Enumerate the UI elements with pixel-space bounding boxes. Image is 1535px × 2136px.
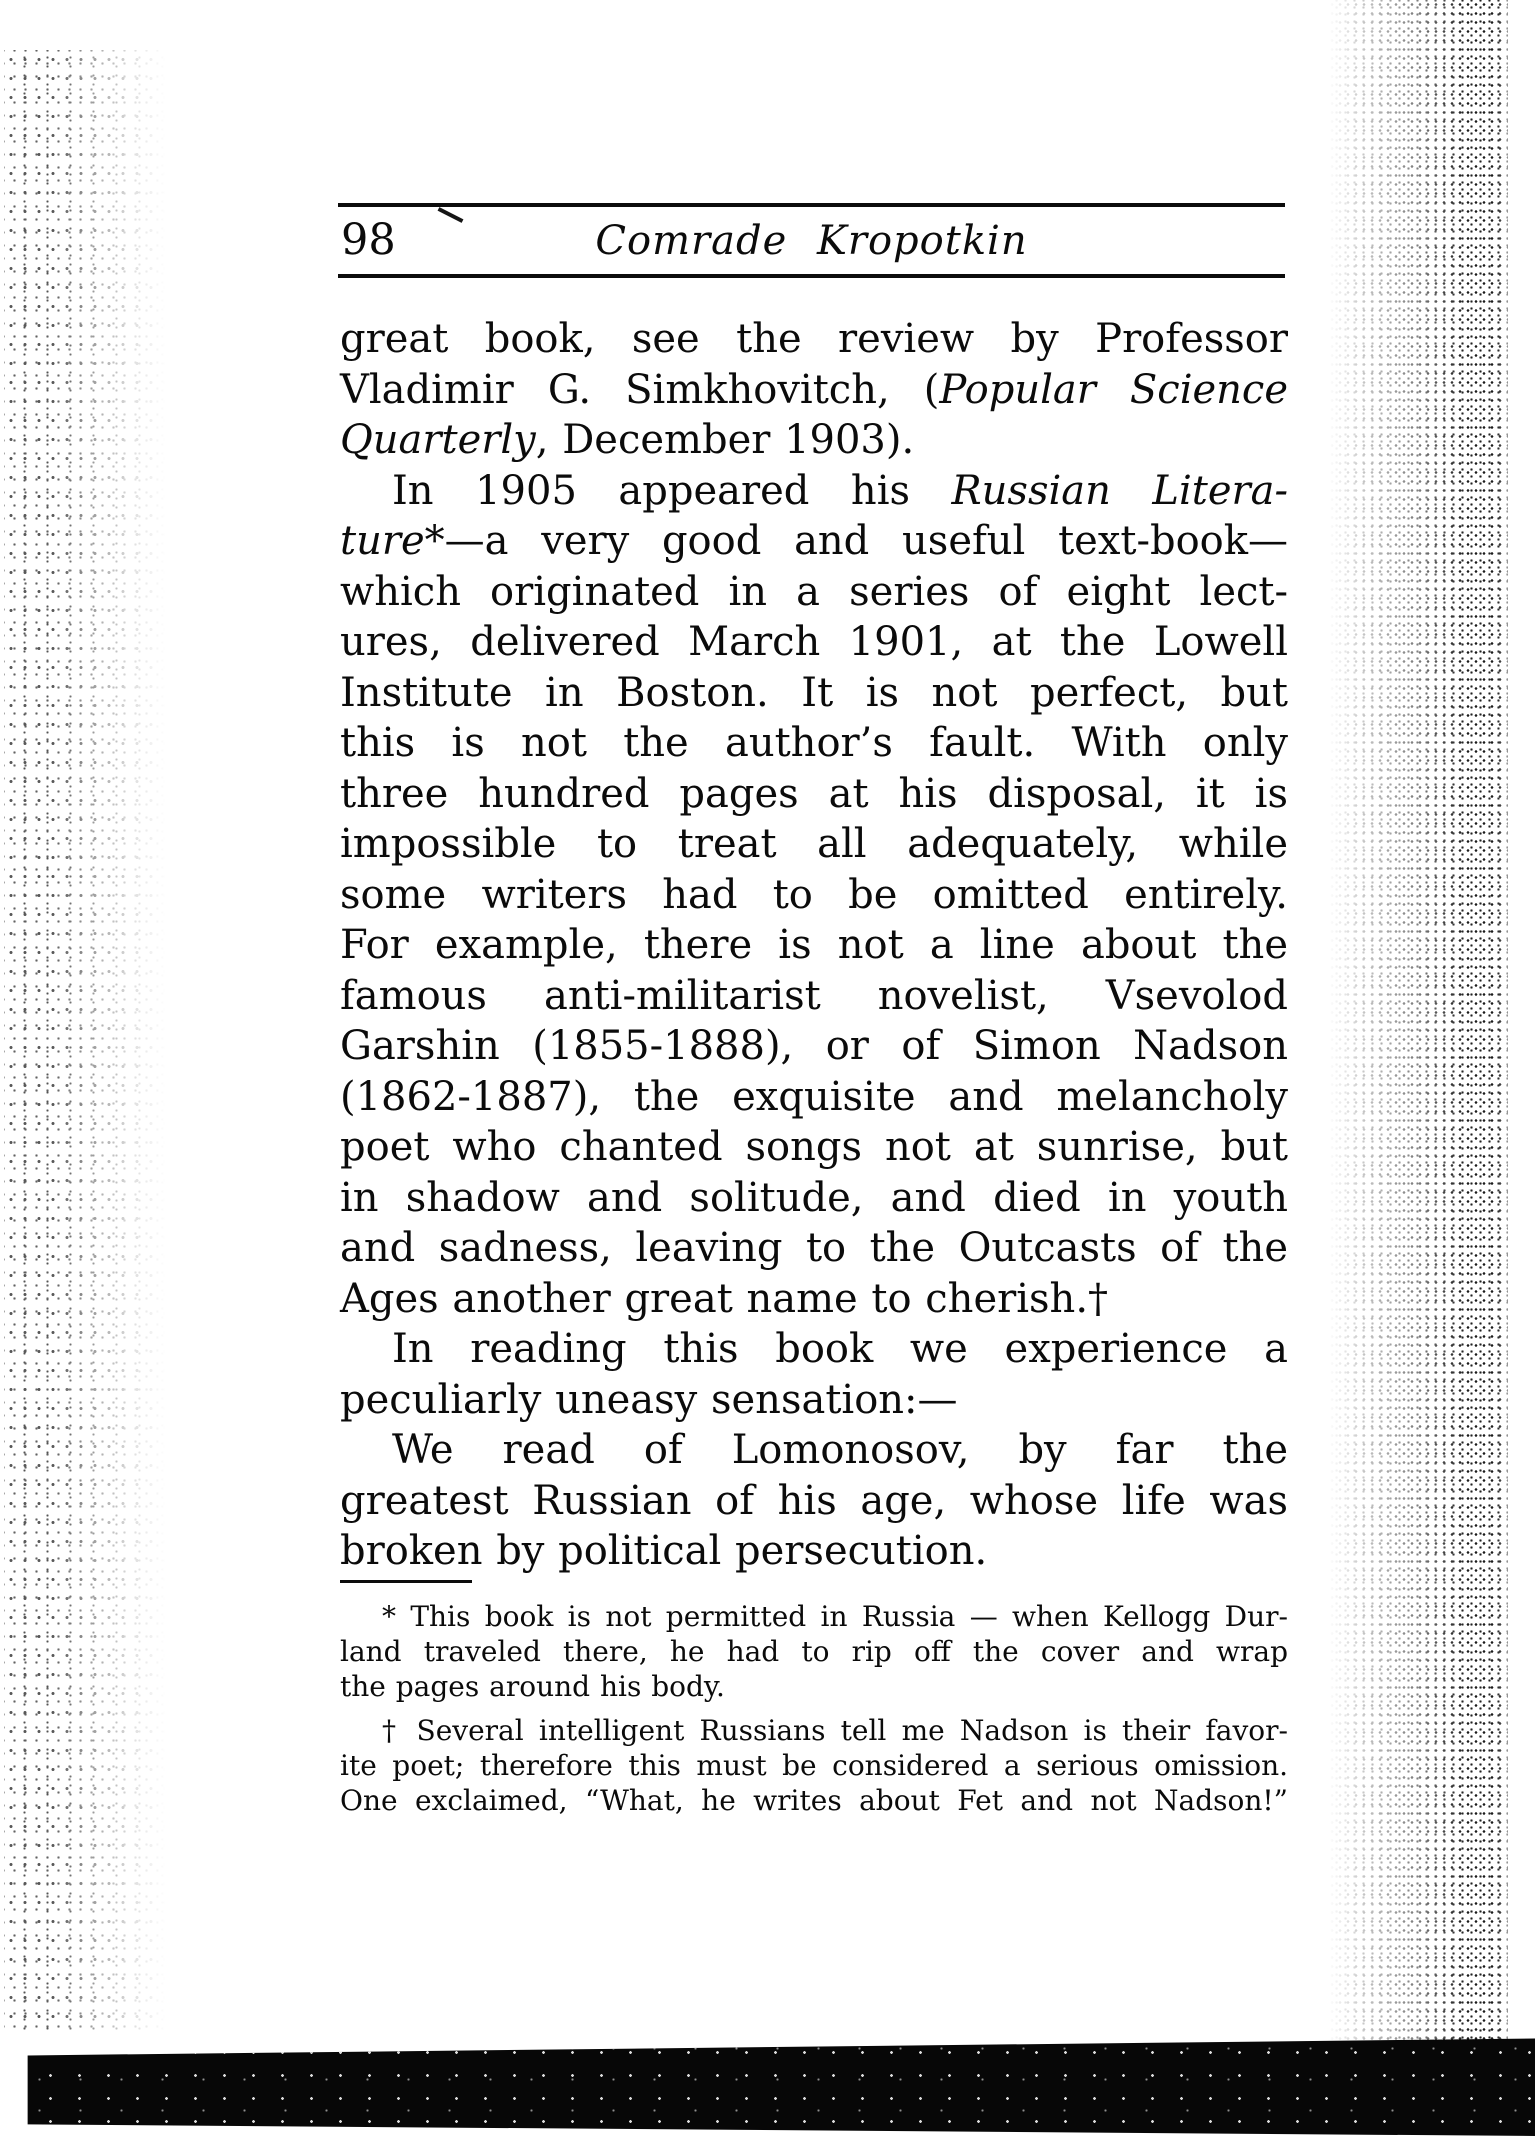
text-line	[340, 1713, 1288, 1748]
text-line	[340, 314, 1288, 365]
scan-shadow-right	[1328, 0, 1508, 2046]
text-line	[340, 567, 1288, 618]
text-line	[340, 1476, 1288, 1527]
text-line	[340, 1223, 1288, 1274]
text-segment: , December 1903).	[535, 417, 915, 463]
text-segment: In reading this book we experience a	[392, 1326, 1288, 1372]
text-line	[340, 1634, 1288, 1669]
text-line	[340, 870, 1288, 921]
text-segment: In 1905 appeared his	[392, 467, 952, 514]
text-line	[340, 466, 1288, 517]
text-line	[340, 769, 1288, 820]
text-segment: famous anti-militarist novelist, Vsevolod	[340, 972, 1288, 1019]
text-segment: For example, there is not a line about the	[340, 922, 1288, 968]
text-segment: (1862-1887), the exquisite and melancholy	[340, 1073, 1288, 1120]
scan-black-band	[0, 2030, 1535, 2136]
text-line	[340, 971, 1288, 1022]
text-segment: broken by political persecution.	[340, 1528, 988, 1574]
text-line	[340, 668, 1288, 719]
text-segment: land traveled there, he had to rip off the cover and wrap	[340, 1635, 1288, 1668]
text-line	[340, 516, 1288, 567]
text-segment: Institute in Boston. It is not perfect, but	[340, 669, 1288, 716]
scan-noise-left	[4, 50, 166, 2030]
page-number: 98	[341, 215, 396, 265]
text-segment: * This book is not permitted in Russia — when Kellogg Dur-	[382, 1600, 1288, 1633]
text-segment: great book, see the review by Professor	[340, 316, 1288, 362]
text-line	[340, 920, 1288, 971]
italic-segment: Popular Science	[939, 366, 1289, 413]
italic-segment: ture	[340, 518, 425, 564]
text-segment: impossible to treat all adequately, while	[340, 821, 1288, 867]
text-line	[340, 1669, 1288, 1704]
text-segment: three hundred pages at his disposal, it is	[340, 770, 1288, 817]
header-rule-top	[338, 203, 1285, 207]
header-rule-bottom	[338, 274, 1285, 278]
text-segment: in shadow and solitude, and died in youth	[340, 1174, 1288, 1221]
text-line	[340, 365, 1288, 416]
text-segment: the pages around his body.	[340, 1670, 725, 1703]
text-segment: greatest Russian of his age, whose life was	[340, 1477, 1288, 1524]
text-line	[340, 718, 1288, 769]
text-segment: ures, delivered March 1901, at the Lowell	[340, 619, 1288, 665]
text-line	[340, 617, 1288, 668]
text-line	[340, 1072, 1288, 1123]
text-segment: Ages another great name to cherish.†	[340, 1275, 1109, 1322]
text-line	[340, 819, 1288, 870]
text-segment: and sadness, leaving to the Outcasts of the	[340, 1225, 1288, 1271]
text-line	[340, 1173, 1288, 1224]
text-segment: One exclaimed, “What, he writes about Fet and not Nadson!”	[340, 1784, 1288, 1817]
text-line	[340, 1783, 1288, 1818]
running-title: Comrade Kropotkin	[595, 218, 1028, 264]
text-segment: † Several intelligent Russians tell me Nadson is their favor-	[382, 1714, 1288, 1747]
text-line	[340, 1526, 1288, 1577]
text-line	[340, 1375, 1288, 1426]
text-segment: Vladimir G. Simkhovitch, (	[340, 366, 940, 413]
footnote-rule	[340, 1580, 472, 1583]
text-segment: poet who chanted songs not at sunrise, but	[340, 1124, 1288, 1170]
text-line	[340, 415, 1288, 466]
text-line	[340, 1122, 1288, 1173]
italic-segment: Russian Litera-	[951, 467, 1288, 514]
footnotes	[340, 1599, 1288, 1818]
text-segment: We read of Lomonosov, by far the	[392, 1427, 1288, 1473]
text-segment: *—a very good and useful text-book—	[424, 518, 1288, 564]
text-segment: ite poet; therefore this must be considered a serious omission.	[340, 1749, 1288, 1782]
text-segment: this is not the author’s fault. With only	[340, 720, 1288, 766]
text-line	[340, 1274, 1288, 1325]
text-line	[340, 1748, 1288, 1783]
text-segment: which originated in a series of eight lect-	[340, 568, 1288, 615]
text-line	[340, 1021, 1288, 1072]
text-line	[340, 1324, 1288, 1375]
text-segment: some writers had to be omitted entirely.	[340, 871, 1288, 918]
text-line	[340, 1599, 1288, 1634]
body-text	[340, 314, 1288, 1577]
italic-segment: Quarterly	[340, 417, 536, 463]
text-segment: peculiarly uneasy sensation:—	[340, 1376, 958, 1423]
text-segment: Garshin (1855-1888), or of Simon Nadson	[340, 1023, 1288, 1069]
text-line	[340, 1425, 1288, 1476]
